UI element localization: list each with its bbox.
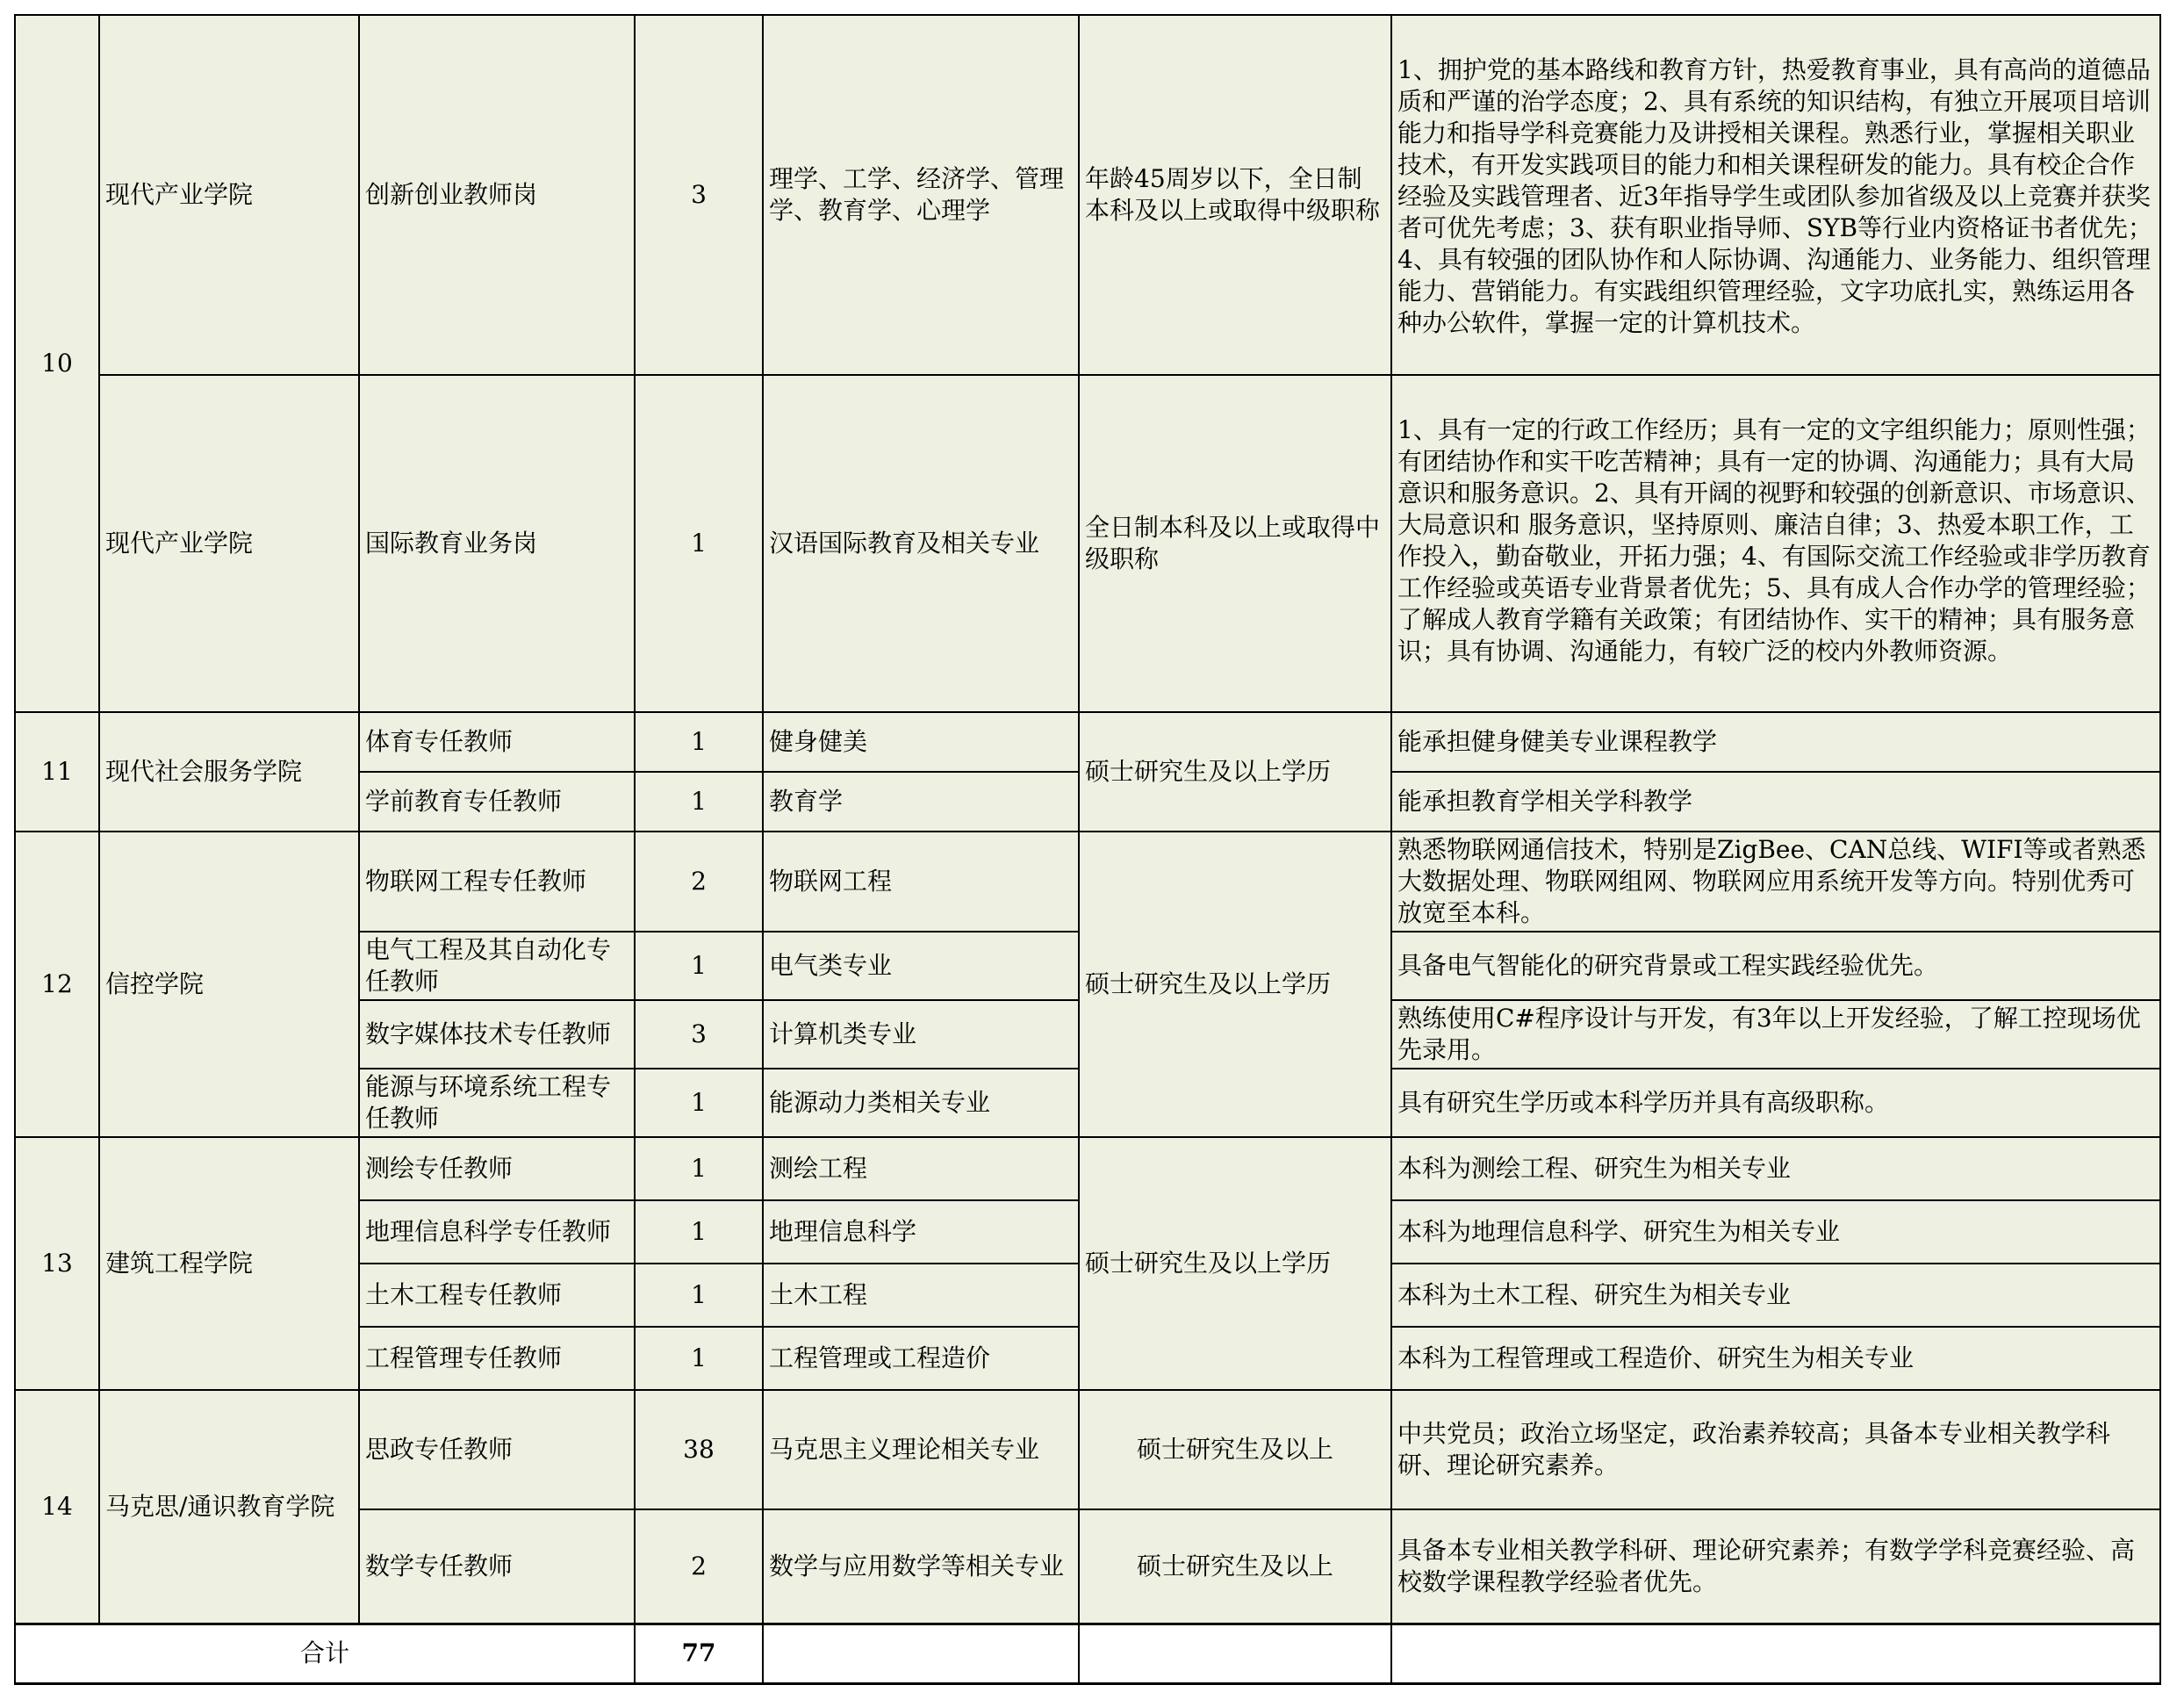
position-cell: 数字媒体技术专任教师 — [359, 1000, 635, 1069]
table-row — [15, 1390, 2160, 1509]
count-cell: 3 — [635, 1000, 763, 1069]
position-cell: 体育专任教师 — [359, 712, 635, 772]
requirements-cell: 能承担教育学相关学科教学 — [1391, 772, 2160, 832]
count-cell: 3 — [635, 15, 763, 375]
position-cell: 学前教育专任教师 — [359, 772, 635, 832]
major-cell: 马克思主义理论相关专业 — [763, 1390, 1079, 1509]
major-cell: 汉语国际教育及相关专业 — [763, 375, 1079, 712]
position-cell: 物联网工程专任教师 — [359, 832, 635, 932]
college-cell: 现代产业学院 — [99, 375, 359, 712]
total-label: 合计 — [15, 1624, 635, 1683]
position-cell: 电气工程及其自动化专任教师 — [359, 932, 635, 1000]
requirements-cell: 熟悉物联网通信技术，特别是ZigBee、CAN总线、WIFI等或者熟悉大数据处理、物联网组网、物联网应用系统开发等方向。特别优秀可放宽至本科。 — [1391, 832, 2160, 932]
education-cell: 硕士研究生及以上学历 — [1079, 1137, 1391, 1390]
count-cell: 1 — [635, 1069, 763, 1137]
requirements-cell: 1、拥护党的基本路线和教育方针，热爱教育事业，具有高尚的道德品质和严谨的治学态度；2、具有系统的知识结构，有独立开展项目培训能力和指导学科竞赛能力及讲授相关课程。熟悉行业，掌握相关职业技术，有开发实践项目的能力和相关课程研发的能力。具有校企合作经验及实践管理者、近3年指导学生或团队参加省级及以上竞赛并获奖者可优先考虑；3、获有职业指导师、SYB等行业内资格证书者优先；4、具有较强的团队协作和人际协调、沟通能力、业务能力、组织管理能力、营销能力。有实践组织管理经验，文字功底扎实，熟练运用各种办公软件，掌握一定的计算机技术。 — [1391, 15, 2160, 375]
requirements-cell: 1、具有一定的行政工作经历；具有一定的文字组织能力；原则性强；有团结协作和实干吃苦精神；具有一定的协调、沟通能力；具有大局意识和服务意识。2、具有开阔的视野和较强的创新意识、市场意识、大局意识和 服务意识，坚持原则、廉洁自律；3、热爱本职工作，工作投入，勤奋敬业，开拓力强；4、有国际交流工作经验或非学历教育工作经验或英语专业背景者优先；5、具有成人合作办学的管理经验；了解成人教育学籍有关政策；有团结协作、实干的精神；具有服务意识；具有协调、沟通能力，有较广泛的校内外教师资源。 — [1391, 375, 2160, 712]
total-row — [15, 1624, 2160, 1683]
count-cell: 1 — [635, 1137, 763, 1200]
row-number: 13 — [15, 1137, 99, 1390]
count-cell: 1 — [635, 1327, 763, 1390]
major-cell: 测绘工程 — [763, 1137, 1079, 1200]
count-cell: 1 — [635, 712, 763, 772]
row-number: 14 — [15, 1390, 99, 1624]
total-empty-cell — [1391, 1624, 2160, 1683]
position-cell: 地理信息科学专任教师 — [359, 1200, 635, 1264]
recruitment-table — [14, 14, 2161, 1685]
requirements-cell: 能承担健身健美专业课程教学 — [1391, 712, 2160, 772]
position-cell: 思政专任教师 — [359, 1390, 635, 1509]
major-cell: 数学与应用数学等相关专业 — [763, 1509, 1079, 1624]
major-cell: 计算机类专业 — [763, 1000, 1079, 1069]
table-row — [15, 1137, 2160, 1200]
table-row — [15, 712, 2160, 772]
requirements-cell: 本科为工程管理或工程造价、研究生为相关专业 — [1391, 1327, 2160, 1390]
requirements-cell: 本科为土木工程、研究生为相关专业 — [1391, 1264, 2160, 1327]
education-cell: 硕士研究生及以上 — [1079, 1509, 1391, 1624]
count-cell: 1 — [635, 932, 763, 1000]
position-cell: 创新创业教师岗 — [359, 15, 635, 375]
table-row — [15, 15, 2160, 375]
major-cell: 教育学 — [763, 772, 1079, 832]
major-cell: 健身健美 — [763, 712, 1079, 772]
requirements-cell: 中共党员；政治立场坚定，政治素养较高；具备本专业相关教学科研、理论研究素养。 — [1391, 1390, 2160, 1509]
college-cell: 信控学院 — [99, 832, 359, 1137]
count-cell: 38 — [635, 1390, 763, 1509]
count-cell: 2 — [635, 1509, 763, 1624]
position-cell: 工程管理专任教师 — [359, 1327, 635, 1390]
requirements-cell: 本科为地理信息科学、研究生为相关专业 — [1391, 1200, 2160, 1264]
requirements-cell: 本科为测绘工程、研究生为相关专业 — [1391, 1137, 2160, 1200]
requirements-cell: 具有研究生学历或本科学历并具有高级职称。 — [1391, 1069, 2160, 1137]
college-cell: 建筑工程学院 — [99, 1137, 359, 1390]
row-number: 11 — [15, 712, 99, 832]
table-row — [15, 375, 2160, 712]
table-row — [15, 832, 2160, 932]
position-cell: 土木工程专任教师 — [359, 1264, 635, 1327]
major-cell: 电气类专业 — [763, 932, 1079, 1000]
college-cell: 现代产业学院 — [99, 15, 359, 375]
count-cell: 1 — [635, 375, 763, 712]
education-cell: 全日制本科及以上或取得中级职称 — [1079, 375, 1391, 712]
education-cell: 年龄45周岁以下，全日制本科及以上或取得中级职称 — [1079, 15, 1391, 375]
requirements-cell: 具备电气智能化的研究背景或工程实践经验优先。 — [1391, 932, 2160, 1000]
count-cell: 2 — [635, 832, 763, 932]
college-cell: 现代社会服务学院 — [99, 712, 359, 832]
major-cell: 物联网工程 — [763, 832, 1079, 932]
count-cell: 1 — [635, 772, 763, 832]
major-cell: 能源动力类相关专业 — [763, 1069, 1079, 1137]
requirements-cell: 具备本专业相关教学科研、理论研究素养；有数学学科竞赛经验、高校数学课程教学经验者优先。 — [1391, 1509, 2160, 1624]
education-cell: 硕士研究生及以上学历 — [1079, 712, 1391, 832]
total-count: 77 — [635, 1624, 763, 1683]
major-cell: 理学、工学、经济学、管理学、教育学、心理学 — [763, 15, 1079, 375]
position-cell: 数学专任教师 — [359, 1509, 635, 1624]
position-cell: 测绘专任教师 — [359, 1137, 635, 1200]
major-cell: 地理信息科学 — [763, 1200, 1079, 1264]
major-cell: 工程管理或工程造价 — [763, 1327, 1079, 1390]
total-empty-cell — [763, 1624, 1079, 1683]
education-cell: 硕士研究生及以上学历 — [1079, 832, 1391, 1137]
college-cell: 马克思/通识教育学院 — [99, 1390, 359, 1624]
position-cell: 国际教育业务岗 — [359, 375, 635, 712]
count-cell: 1 — [635, 1264, 763, 1327]
position-cell: 能源与环境系统工程专任教师 — [359, 1069, 635, 1137]
requirements-cell: 熟练使用C#程序设计与开发，有3年以上开发经验，了解工控现场优先录用。 — [1391, 1000, 2160, 1069]
row-number: 12 — [15, 832, 99, 1137]
major-cell: 土木工程 — [763, 1264, 1079, 1327]
count-cell: 1 — [635, 1200, 763, 1264]
total-empty-cell — [1079, 1624, 1391, 1683]
education-cell: 硕士研究生及以上 — [1079, 1390, 1391, 1509]
row-number: 10 — [15, 15, 99, 712]
